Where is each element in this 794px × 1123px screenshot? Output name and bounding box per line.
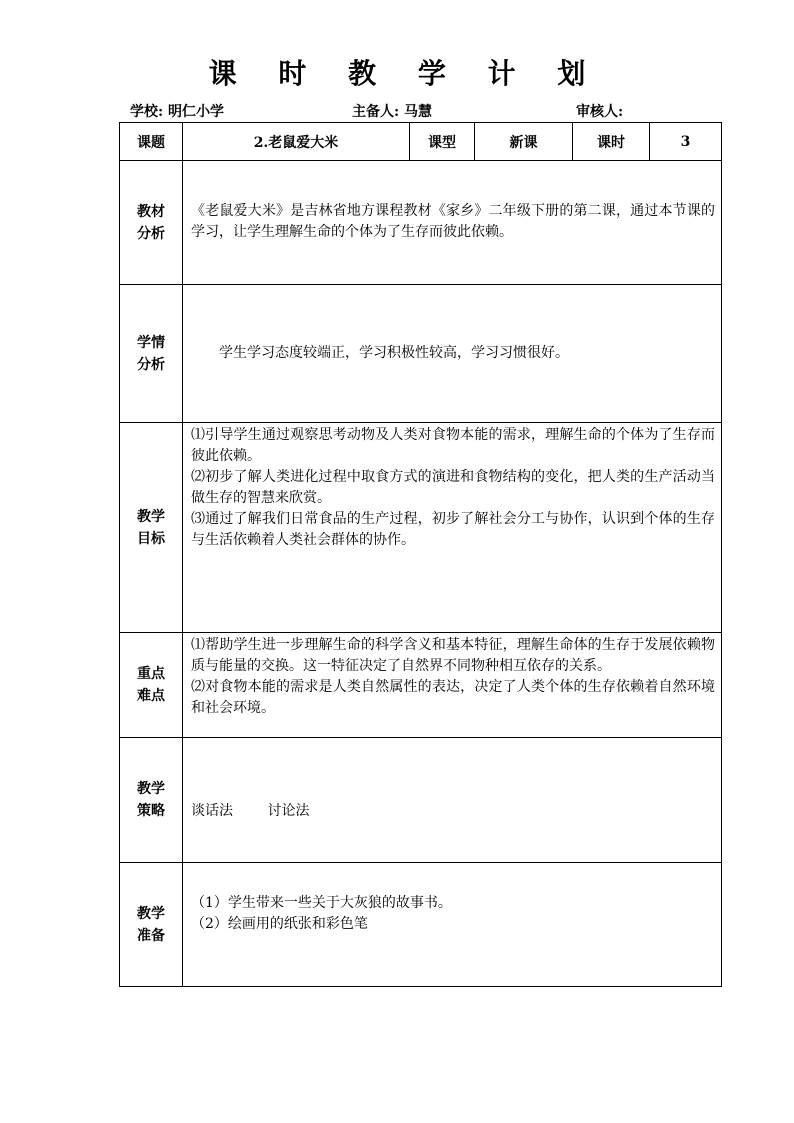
school-label: 学校: bbox=[130, 104, 164, 120]
preparation-content bbox=[183, 863, 722, 987]
students-content: 学生学习态度较端正，学习积极性较高，学习习惯很好。 bbox=[183, 285, 722, 423]
material-content: 《老鼠爱大米》是吉林省地方课程教材《家乡》二年级下册的第二课，通过本节课的学习，让学生理解生命的个体为了生存而彼此依赖。 bbox=[183, 161, 722, 285]
goals-label: 教学 目标 bbox=[120, 423, 183, 633]
preparer-info bbox=[352, 101, 432, 121]
students-row bbox=[120, 285, 722, 423]
school-value: 明仁小学 bbox=[168, 104, 225, 120]
preparer-value: 马慧 bbox=[404, 104, 433, 120]
material-row bbox=[120, 161, 722, 285]
reviewer-label: 审核人: bbox=[576, 104, 624, 120]
strategy-method: 谈话法 bbox=[191, 802, 233, 819]
preparation-item: （1）学生带来一些关于大灰狼的故事书。 bbox=[191, 895, 452, 911]
strategy-method: 讨论法 bbox=[267, 802, 310, 819]
goal-item: ⑶通过了解我们日常食品的生产过程，初步了解社会分工与协作，认识到个体的生存与生活依赖着人类社会群体的协作。 bbox=[191, 511, 715, 548]
preparation-label: 教学 准备 bbox=[120, 863, 183, 987]
hours-value: 3 bbox=[650, 123, 722, 161]
hours-label: 课时 bbox=[573, 123, 650, 161]
goals-row bbox=[120, 423, 722, 633]
key-points-label: 重点 难点 bbox=[120, 633, 183, 738]
strategy-label: 教学 策略 bbox=[120, 738, 183, 863]
strategy-content bbox=[183, 738, 722, 863]
topic-value: 2.老鼠爱大米 bbox=[183, 123, 410, 161]
goal-item: ⑵初步了解人类进化过程中取食方式的演进和食物结构的变化，把人类的生产活动当做生存的智慧来欣赏。 bbox=[191, 469, 715, 506]
key-points-content bbox=[183, 633, 722, 738]
topic-label: 课题 bbox=[120, 123, 183, 161]
page-title: 课 时 教 学 计 划 bbox=[208, 57, 602, 90]
preparer-label: 主备人: bbox=[352, 104, 400, 120]
header-row bbox=[120, 123, 722, 161]
reviewer-info bbox=[576, 101, 623, 121]
type-label: 课型 bbox=[410, 123, 475, 161]
key-points-row bbox=[120, 633, 722, 738]
key-point-item: ⑴帮助学生进一步理解生命的科学含义和基本特征，理解生命体的生存于发展依赖物质与能量的交换。这一特征决定了自然界不同物种相互依存的关系。 bbox=[191, 637, 715, 674]
key-point-item: ⑵对食物本能的需求是人类自然属性的表达，决定了人类个体的生存依赖着自然环境和社会环境。 bbox=[191, 679, 715, 716]
goals-content bbox=[183, 423, 722, 633]
type-value: 新课 bbox=[475, 123, 573, 161]
preparation-row bbox=[120, 863, 722, 987]
students-label: 学情 分析 bbox=[120, 285, 183, 423]
preparation-item: （2）绘画用的纸张和彩色笔 bbox=[191, 916, 368, 932]
strategy-row bbox=[120, 738, 722, 863]
material-label: 教材 分析 bbox=[120, 161, 183, 285]
school-info bbox=[130, 101, 224, 121]
lesson-plan-table bbox=[119, 122, 722, 987]
goal-item: ⑴引导学生通过观察思考动物及人类对食物本能的需求，理解生命的个体为了生存而彼此依赖。 bbox=[191, 427, 715, 464]
